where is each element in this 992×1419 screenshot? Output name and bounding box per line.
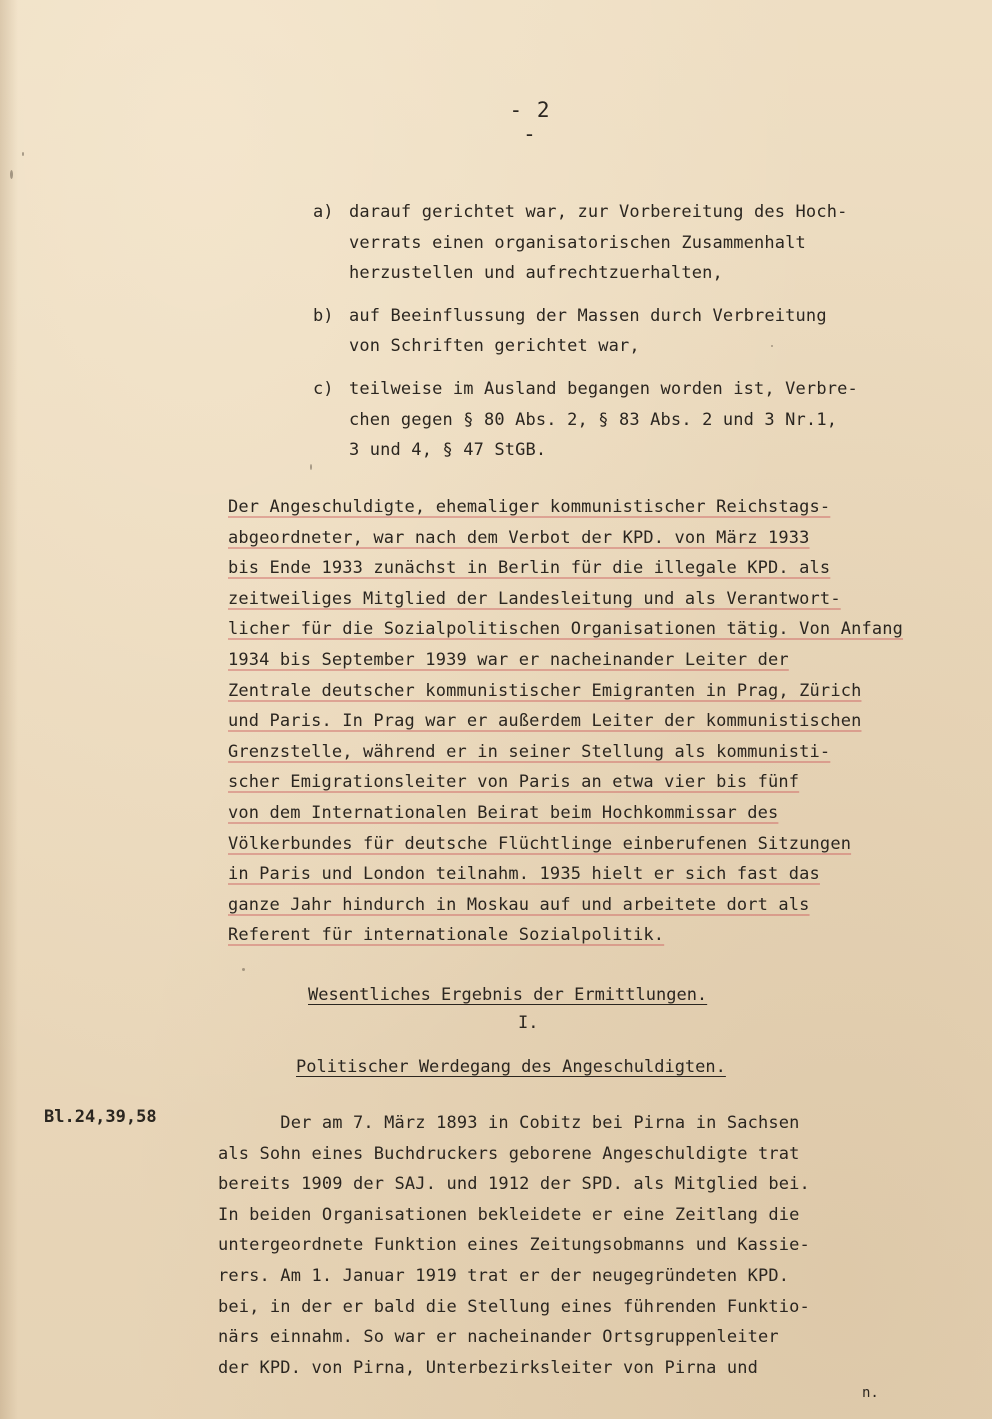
text-line: der KPD. von Pirna, Unterbezirksleiter von Pirna und bbox=[218, 1357, 759, 1378]
text-line: bereits 1909 der SAJ. und 1912 der SPD. als Mitglied bei. bbox=[218, 1174, 810, 1195]
text-line: 1934 bis September 1939 war er nacheinander Leiter der bbox=[228, 649, 789, 670]
clause-text bbox=[349, 197, 963, 289]
paper-speck bbox=[242, 968, 245, 971]
text-line: närs einnahm. So war er nacheinander Ortsgruppenleiter bbox=[218, 1327, 779, 1348]
text-line: von Schriften gerichtet war, bbox=[349, 336, 640, 357]
text-line: und Paris. In Prag war er außerdem Leiter der kommunistischen bbox=[228, 711, 862, 732]
text-line: Zentrale deutscher kommunistischer Emigranten in Prag, Zürich bbox=[228, 680, 862, 701]
clause-list bbox=[313, 197, 963, 478]
clause-a bbox=[313, 197, 963, 289]
text-line: als Sohn eines Buchdruckers geborene Angeschuldigte trat bbox=[218, 1143, 800, 1164]
text-line: in Paris und London teilnahm. 1935 hielt er sich fast das bbox=[228, 864, 820, 885]
summary-paragraph bbox=[228, 492, 978, 951]
text-line: herzustellen und aufrechtzuerhalten, bbox=[349, 263, 723, 284]
text-line: von dem Internationalen Beirat beim Hochkommissar des bbox=[228, 802, 779, 823]
text-line: verrats einen organisatorischen Zusammenhalt bbox=[349, 232, 806, 253]
text-line: Grenzstelle, während er in seiner Stellung als kommunisti- bbox=[228, 741, 831, 762]
text-line: In beiden Organisationen bekleidete er eine Zeitlang die bbox=[218, 1204, 800, 1225]
body-paragraph bbox=[218, 1108, 958, 1383]
section-heading: Wesentliches Ergebnis der Ermittlungen. bbox=[308, 985, 708, 1005]
margin-reference: Bl.24,39,58 bbox=[44, 1107, 157, 1127]
text-line: bis Ende 1933 zunächst in Berlin für die illegale KPD. als bbox=[228, 558, 831, 579]
text-line: abgeordneter, war nach dem Verbot der KPD. von März 1933 bbox=[228, 527, 810, 548]
text-line: scher Emigrationsleiter von Paris an etwa vier bis fünf bbox=[228, 772, 800, 793]
text-line: Der am 7. März 1893 in Cobitz bei Pirna in Sachsen bbox=[218, 1113, 800, 1133]
section-subheading: Politischer Werdegang des Angeschuldigten. bbox=[296, 1057, 726, 1077]
paper-speck bbox=[771, 345, 773, 347]
clause-b bbox=[313, 301, 963, 362]
continuation-mark: n. bbox=[862, 1385, 879, 1401]
clause-label: b) bbox=[313, 305, 334, 326]
paper-speck bbox=[22, 152, 24, 156]
text-line: ganze Jahr hindurch in Moskau auf und arbeitete dort als bbox=[228, 894, 810, 915]
clause-c bbox=[313, 374, 963, 466]
text-line: zeitweiliges Mitglied der Landesleitung und als Verantwort- bbox=[228, 588, 841, 609]
left-edge-shading bbox=[0, 0, 18, 1419]
section-number: I. bbox=[518, 1013, 539, 1033]
clause-label: a) bbox=[313, 202, 334, 222]
text-line: darauf gerichtet war, zur Vorbereitung des Hoch- bbox=[349, 202, 848, 222]
text-line: auf Beeinflussung der Massen durch Verbreitung bbox=[349, 305, 827, 326]
paper-speck bbox=[10, 170, 13, 179]
text-line: Der Angeschuldigte, ehemaliger kommunistischer Reichstags- bbox=[228, 497, 831, 517]
text-line: Referent für internationale Sozialpolitik. bbox=[228, 925, 665, 946]
text-line: chen gegen § 80 Abs. 2, § 83 Abs. 2 und 3 Nr.1, bbox=[349, 409, 838, 430]
text-line: rers. Am 1. Januar 1919 trat er der neugegründeten KPD. bbox=[218, 1265, 790, 1286]
clause-label: c) bbox=[313, 378, 334, 399]
text-line: licher für die Sozialpolitischen Organisationen tätig. Von Anfang bbox=[228, 619, 904, 640]
paper-speck bbox=[310, 464, 312, 470]
clause-text bbox=[349, 374, 963, 466]
text-line: teilweise im Ausland begangen worden ist, Verbre- bbox=[349, 378, 858, 399]
page-number: - 2 - bbox=[509, 98, 551, 146]
text-line: Völkerbundes für deutsche Flüchtlinge einberufenen Sitzungen bbox=[228, 833, 852, 854]
text-line: 3 und 4, § 47 StGB. bbox=[349, 440, 547, 461]
text-line: untergeordnete Funktion eines Zeitungsobmanns und Kassie- bbox=[218, 1235, 810, 1256]
text-line: bei, in der er bald die Stellung eines führenden Funktio- bbox=[218, 1296, 810, 1317]
clause-text bbox=[349, 301, 963, 362]
